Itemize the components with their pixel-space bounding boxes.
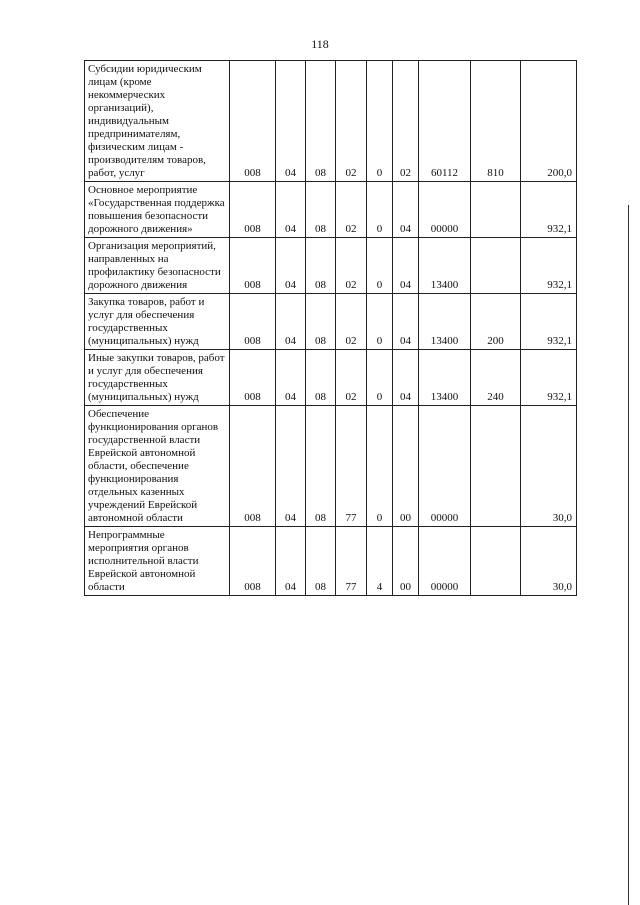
table-row [85,61,577,182]
expense-type-code [471,238,521,294]
direction-code: 00000 [419,182,471,238]
subprogram-code: 0 [367,238,393,294]
direction-code: 13400 [419,350,471,406]
program-code: 77 [336,406,367,527]
subsection-code: 08 [306,61,336,182]
row-name: Непрограммные мероприятия органов исполнительной власти Еврейской автономной области [85,527,230,596]
event-code: 02 [393,61,419,182]
amount: 932,1 [521,182,577,238]
section-code: 04 [276,182,306,238]
event-code: 00 [393,527,419,596]
program-code: 02 [336,182,367,238]
section-code: 04 [276,238,306,294]
ministry-code: 008 [230,294,276,350]
amount: 30,0 [521,406,577,527]
program-code: 02 [336,350,367,406]
expense-type-code: 240 [471,350,521,406]
page-number: 118 [311,37,329,51]
table-row [85,294,577,350]
ministry-code: 008 [230,350,276,406]
table-row [85,238,577,294]
ministry-code: 008 [230,238,276,294]
direction-code: 13400 [419,294,471,350]
direction-code: 60112 [419,61,471,182]
subprogram-code: 4 [367,527,393,596]
event-code: 04 [393,350,419,406]
expense-type-code: 810 [471,61,521,182]
row-name: Иные закупки товаров, работ и услуг для обеспечения государственных (муниципальных) нужд [85,350,230,406]
program-code: 02 [336,294,367,350]
direction-code: 00000 [419,527,471,596]
table-row [85,527,577,596]
subsection-code: 08 [306,406,336,527]
amount: 30,0 [521,527,577,596]
row-name: Субсидии юридическим лицам (кроме некоммерческих организаций), индивидуальным предпринимателям, физическим лицам - производителям товаров, работ, услуг [85,61,230,182]
section-code: 04 [276,61,306,182]
ministry-code: 008 [230,406,276,527]
ministry-code: 008 [230,61,276,182]
amount: 200,0 [521,61,577,182]
subprogram-code: 0 [367,294,393,350]
event-code: 00 [393,406,419,527]
section-code: 04 [276,527,306,596]
row-name: Обеспечение функционирования органов государственной власти Еврейской автономной области, обеспечение функционирования отдельных казенных учреждений Еврейской автономной области [85,406,230,527]
expense-type-code [471,527,521,596]
scan-edge-line [628,205,629,905]
subsection-code: 08 [306,527,336,596]
subsection-code: 08 [306,350,336,406]
subsection-code: 08 [306,238,336,294]
direction-code: 00000 [419,406,471,527]
table-row [85,350,577,406]
subsection-code: 08 [306,294,336,350]
expense-type-code [471,182,521,238]
subprogram-code: 0 [367,350,393,406]
event-code: 04 [393,182,419,238]
program-code: 02 [336,238,367,294]
amount: 932,1 [521,238,577,294]
row-name: Закупка товаров, работ и услуг для обеспечения государственных (муниципальных) нужд [85,294,230,350]
row-name: Основное мероприятие «Государственная поддержка повышения безопасности дорожного движения» [85,182,230,238]
section-code: 04 [276,350,306,406]
program-code: 77 [336,527,367,596]
table-row [85,182,577,238]
section-code: 04 [276,406,306,527]
subsection-code: 08 [306,182,336,238]
subprogram-code: 0 [367,61,393,182]
subprogram-code: 0 [367,182,393,238]
amount: 932,1 [521,350,577,406]
direction-code: 13400 [419,238,471,294]
row-name: Организация мероприятий, направленных на профилактику безопасности дорожного движения [85,238,230,294]
subprogram-code: 0 [367,406,393,527]
budget-table [84,60,577,596]
expense-type-code [471,406,521,527]
expense-type-code: 200 [471,294,521,350]
ministry-code: 008 [230,527,276,596]
program-code: 02 [336,61,367,182]
section-code: 04 [276,294,306,350]
event-code: 04 [393,294,419,350]
event-code: 04 [393,238,419,294]
amount: 932,1 [521,294,577,350]
table-row [85,406,577,527]
ministry-code: 008 [230,182,276,238]
